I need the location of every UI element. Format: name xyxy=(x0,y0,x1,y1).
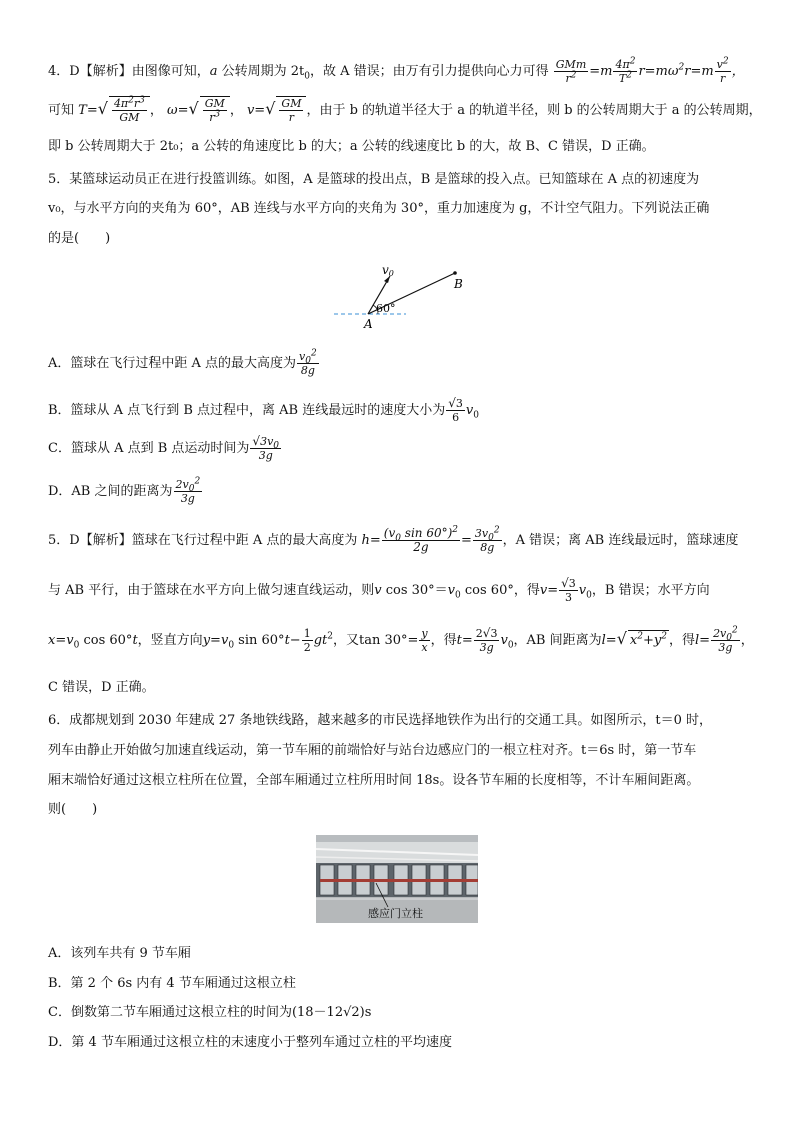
formula-T: T=√ $\frac{4\pi^2r^3}{GM}$ xyxy=(78,103,150,118)
q6-stem-line1: 6．成都规划到 2030 年建成 27 条地铁线路，越来越多的市民选择地铁作为出行的交通工具。如图所示，t＝0 时， xyxy=(48,713,713,728)
subway-platform-photo xyxy=(316,835,478,923)
q5-stem-line2: v₀，与水平方向的夹角为 60°，AB 连线与水平方向的夹角为 30°，重力加速度为 g，不计空气阻力。下列说法正确 xyxy=(48,201,710,216)
q5-stem-line3: 的是( ) xyxy=(48,231,111,246)
q5-answer-line4: C 错误，D 正确。 xyxy=(48,680,155,695)
q5-option-c[interactable]: C．篮球从 A 点到 B 点运动时间为 $\frac{√3v_0}{3g}$ xyxy=(48,434,280,462)
formula-v: v=√ $\frac{GM}{r}$ xyxy=(247,103,307,118)
q6-option-d[interactable]: D．第 4 节车厢通过这根立柱的末速度小于整列车通过立柱的平均速度 xyxy=(48,1035,452,1050)
max-height-formula: h= $\frac{(v_0 \sin 60^\circ)^2}{2g}$ = $\frac{3v_0^2}{8g}$ xyxy=(361,525,500,554)
projectile-diagram xyxy=(330,262,470,330)
q4-answer-line2: 可知 T=√ $\frac{4\pi^2r^3}{GM}$ ， ω=√ $\frac{GM}{r^3}$ ， v=√ $\frac{GM}{r}$ ，由于 b 的轨道半径大于 a 的轨道半径，则 b 的公转周期大于 a 的公转周期， xyxy=(48,95,762,124)
point-b xyxy=(453,271,457,275)
gravitation-formula: $\frac{\text{GMm}}{r^2}$ =m $\frac{4\pi^2}{T^2}$ $r=m\omega^2r=m$ $\frac{v^2}{r}$ ， xyxy=(555,56,745,85)
q6-stem-line3: 厢末端恰好通过这根立柱所在位置，全部车厢通过立柱所用时间 18s。设各节车厢的长度相等，不计车厢间距离。 xyxy=(48,773,700,788)
q4-answer-line3: 即 b 公转周期大于 2t₀；a 公转的角速度比 b 的大；a 公转的线速度比 b 的大，故 B、C 错误，D 正确。 xyxy=(48,139,655,154)
q5-stem-line1: 5．某篮球运动员正在进行投篮训练。如图，A 是篮球的投出点，B 是篮球的投入点。已知篮球在 A 点的初速度为 xyxy=(48,172,700,187)
label-b: B xyxy=(454,277,463,291)
formula-omega: ω=√ $\frac{GM}{r^3}$ xyxy=(167,103,230,118)
q5-option-b[interactable]: B．篮球从 A 点飞行到 B 点过程中，离 AB 连线最远时的速度大小为 $\frac{√3}{6}$ $v_0$ xyxy=(48,396,479,424)
q5-answer-line3: $x=v_0$ cos 60°t，竖直方向$y=v_0$ sin 60°t− $\frac{1}{2}$ $gt^2$，又tan 30°= $\frac{y}{x}$ ，得t= $\frac{2√3}{3g}$ $v_0$，AB 间距离为l=√ $x^2+y^2$ ，得l= $\frac{2v_0^2}{3g}$ ， xyxy=(48,625,754,654)
label-angle: 60° xyxy=(376,302,396,315)
q6-option-b[interactable]: B．第 2 个 6s 内有 4 节车厢通过这根立柱 xyxy=(48,976,296,991)
label-a: A xyxy=(364,317,373,330)
q6-option-c[interactable]: C．倒数第二节车厢通过这根立柱的时间为(18－12√2)s xyxy=(48,1005,372,1020)
label-v0: v0 xyxy=(382,263,394,278)
q5-answer-line1: 5．D【解析】篮球在飞行过程中距 A 点的最大高度为 h= $\frac{(v_0 \sin 60^\circ)^2}{2g}$ = $\frac{3v_0^2}{8g}$ ，A 错误；离 AB 连线最远时，篮球速度 xyxy=(48,525,739,554)
q5-option-d[interactable]: D．AB 之间的距离为 $\frac{2v_0^2}{3g}$ xyxy=(48,476,201,505)
q6-option-a[interactable]: A．该列车共有 9 节车厢 xyxy=(48,946,191,961)
q5-option-a[interactable]: A．篮球在飞行过程中距 A 点的最大高度为 $\frac{v_0^2}{8g}$ xyxy=(48,348,317,377)
photo-caption: 感应门立柱 xyxy=(368,907,423,920)
q6-stem-line4: 则( ) xyxy=(48,802,98,817)
q4-answer-line1: 4．D【解析】由图像可知，a 公转周期为 $2t_0$，故 A 错误；由万有引力提供向心力可得 $\frac{\text{GMm}}{r^2}$ =m $\frac{4\pi^2}{T^2}$ $r=m\omega^2r=m$ $\frac{v^2}{r}$ ， xyxy=(48,56,745,85)
q6-stem-line2: 列车由静止开始做匀加速直线运动，第一节车厢的前端恰好与站台边感应门的一根立柱对齐。t＝6s 时，第一节车 xyxy=(48,743,697,758)
q5-answer-line2: 与 AB 平行，由于篮球在水平方向上做匀速直线运动，则v $\cos 30^\circ=v_0$ cos 60°，得v= $\frac{√3}{3}$ $v_0$，B 错误；水平方向 xyxy=(48,576,710,604)
